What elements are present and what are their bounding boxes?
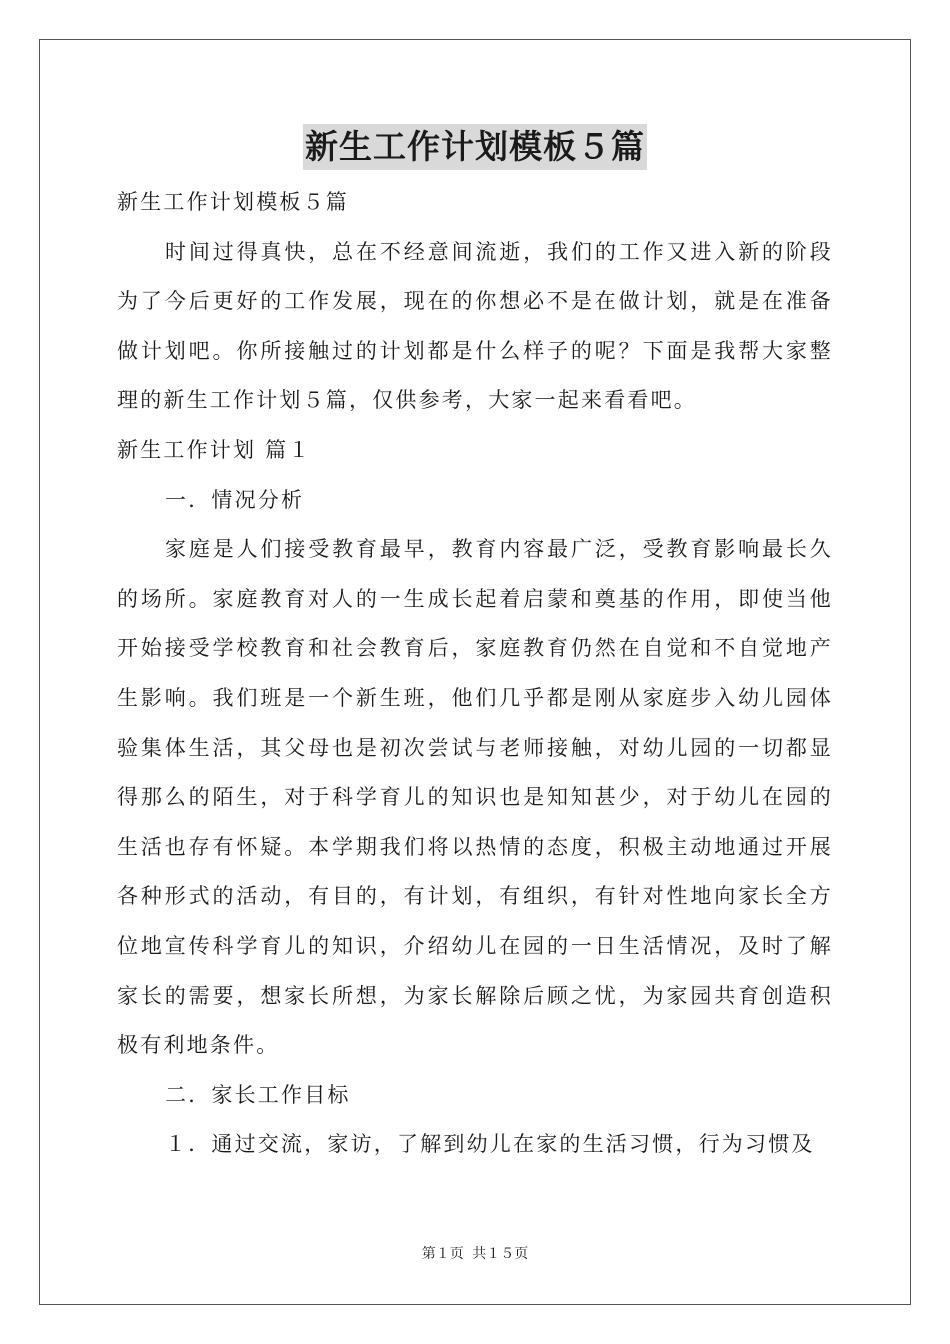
paragraph-situation: 家庭是人们接受教育最早，教育内容最广泛，受教育影响最长久的场所。家庭教育对人的一生成长起着启蒙和奠基的作用，即使当他开始接受学校教育和社会教育后，家庭教育仍然在自觉和不自觉地产生影响。我们班是一个新生班，他们几乎都是刚从家庭步入幼儿园体验集体生活，其父母也是初次尝试与老师接触，对幼儿园的一切都显得那么的陌生，对于科学育儿的知识也是知知甚少，对于幼儿在园的生活也存有怀疑。本学期我们将以热情的态度，积极主动地通过开展各种形式的活动，有目的，有计划，有组织，有针对性地向家长全方位地宣传科学育儿的知识，介绍幼儿在园的一日生活情况，及时了解家长的需要，想家长所想，为家长解除后顾之忧，为家园共育创造积极有利地条件。 — [117, 537, 833, 1058]
paragraph-intro: 时间过得真快，总在不经意间流逝，我们的工作又进入新的阶段为了今后更好的工作发展，现在的你想必不是在做计划，就是在准备做计划吧。你所接触过的计划都是什么样子的呢？下面是我帮大家整理的新生工作计划５篇，仅供参考，大家一起来看看吧。 — [117, 239, 833, 413]
title-wrap — [0, 124, 950, 170]
document-title: 新生工作计划模板５篇 — [303, 124, 647, 170]
paragraph-subtitle: 新生工作计划模板５篇 — [117, 190, 349, 214]
subheading-goals: 二．家长工作目标 — [165, 1082, 351, 1107]
document-body — [117, 178, 833, 1170]
subheading-situation: 一．情况分析 — [165, 487, 305, 512]
page-total: 共１５页 — [472, 1246, 529, 1262]
section-heading: 新生工作计划 篇１ — [117, 437, 312, 462]
page-number: 第１页 — [421, 1246, 464, 1262]
page-footer — [0, 1244, 950, 1264]
paragraph-goal-1: １．通过交流，家访，了解到幼儿在家的生活习惯，行为习惯及 — [165, 1132, 815, 1157]
